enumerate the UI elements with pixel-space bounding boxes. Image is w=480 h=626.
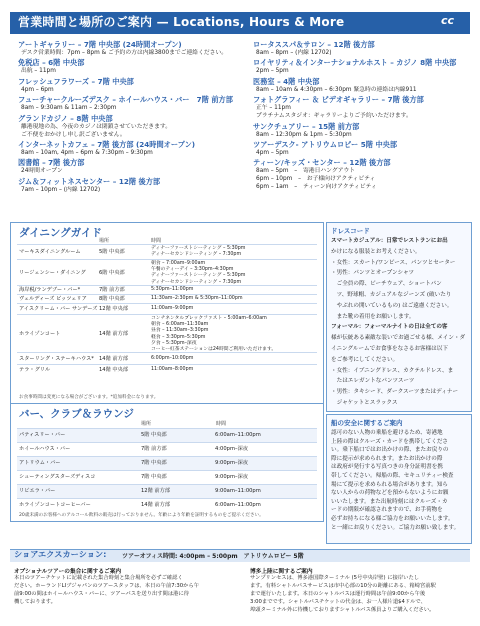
- safety-line: と一緒にお戻りください。ご協力お願い致します。: [331, 524, 460, 531]
- hours-location-name: フューチャークルーズデスク – ホイールハウス・バー 7階 前方部: [18, 95, 233, 105]
- dining-time-line: ディナーファーストシーティング – 5:30pm: [151, 273, 246, 279]
- dress-code-line: ・男性：パンツとオープンシャツ: [331, 270, 415, 277]
- dining-time-line: 夕食 – 5:30pm–深夜: [151, 340, 197, 346]
- hours-location-name: ツアーデスク- アトリウムロビー 5階 中央部: [253, 139, 398, 149]
- safety-title: 船の安全に関するご案内: [331, 419, 403, 427]
- safety-line: 上陸の際はクルーズ・カードを携帯してくださ: [331, 438, 449, 445]
- dining-row: [17, 259, 317, 286]
- hours-entry: [18, 95, 253, 112]
- hours-location-name: ロイヤリティ＆インターナショナルホスト – カジノ 8階 中央部: [253, 58, 457, 68]
- hours-location-name: サンクチュアリー – 15階 前方部: [253, 121, 360, 131]
- dress-code-line: また靴の着用をお願いします。: [331, 313, 415, 320]
- hakata-line: まで運行いたします。本日のシャトルバスは運行時間は午前9:00から午後: [250, 591, 426, 597]
- dining-time-line: 11:30am–2:30pm & 5:30pm–11:00pm: [151, 296, 243, 301]
- dining-venue-place: 5階 中央部: [99, 249, 125, 255]
- bar-venue-place: 12階 前方部: [141, 488, 170, 494]
- dining-time-line: 午餐のティーデイ – 3:30pm–4:30pm: [151, 267, 234, 273]
- dining-venue-place: 8階 中央部: [99, 296, 125, 302]
- hours-detail: 24時間オープン: [21, 168, 63, 175]
- dress-code-body: [331, 236, 471, 409]
- hours-location-name: グランドカジノ – 8階 中央部: [18, 113, 113, 123]
- hours-detail: 8am – 9:30am & 11am – 2:30pm: [21, 105, 117, 112]
- hours-location-name: フォトグラフィー ＆ ビデオギャラリー – 7階 後方部: [253, 95, 424, 105]
- bar-venue-time: 4:00pm–深夜: [215, 446, 248, 452]
- hakata-line: サンプリンセスは、博多港国際ターミナル (5号中央岸壁) に接岸いたし: [250, 575, 420, 581]
- hours-detail: デスク営業時間：7pm – 8pm & ご予約の方は内線3800までご連絡ください。: [21, 50, 228, 56]
- dining-guide-section: [10, 222, 324, 404]
- hours-location-name: アートギャラリー – 7階 中央部 (24時間オープン): [18, 40, 182, 49]
- bar-venue-time: 9:00pm–深夜: [215, 460, 248, 466]
- bars-col-time-header: 時間: [216, 421, 227, 427]
- excursion-subtitle: ツアーオフィス時間: 4:00pm – 5:00pm アトリウムロビー 5階: [122, 553, 304, 560]
- hours-location-name: ロータススパ＆サロン – 12階 後方部: [253, 40, 375, 49]
- hakata-line: 埠頭ターミナル外に待機しておりますシャトルバス係員よりご購入ください。: [250, 607, 435, 613]
- dining-times: [151, 367, 193, 373]
- safety-line: 認可のない人物の乗船を避けるため、寄港地: [331, 430, 443, 436]
- dining-row: [17, 244, 317, 260]
- hours-entry: [253, 58, 473, 75]
- dining-venue-place: 14階 中央部: [99, 367, 128, 373]
- dining-time-line: ディナーファーストシーティング – 5:30pm: [151, 246, 246, 251]
- dining-time-line: 軽食 – 3:30pm–5:30pm: [151, 334, 206, 340]
- dining-footnote: お食事時間は変更になる場合がございます。*追加料金になります。: [19, 395, 159, 400]
- dining-venue-name: 海岸税/ランデブー・バー*: [19, 287, 81, 293]
- bar-venue-name: パティスリー・バー: [19, 432, 66, 438]
- tour-meeting-line: 機しております。: [14, 599, 56, 605]
- bars-footnote: 20歳未満のお客様へのアルコール飲料の販売は行っておりません。年齢により年齢を証明するものをご提示ください。: [19, 513, 264, 518]
- hours-detail: 離港現地の為、今夜のカジノは閉鎖させていただきます。: [21, 123, 172, 130]
- hours-location-name: フレッシュフラワーズ – 7階 中央部: [18, 76, 134, 86]
- hours-entry: [18, 40, 253, 57]
- bar-venue-name: シューティングスターズディスコ: [19, 474, 96, 480]
- bar-venue-time: 9:00am–11:00pm: [215, 488, 261, 494]
- hours-detail: 8am – 10am & 4:30pm – 6:30pm 緊急時の連絡は内線911: [256, 86, 417, 93]
- hours-entry: [18, 177, 253, 194]
- dress-code-line: ・女性：イブニングドレス、カクテルドレス、ま: [331, 367, 454, 374]
- safety-line: 必ずお持ちになる様ご協力をお願いいたします。: [331, 515, 454, 522]
- hours-detail: 6pm – 1am – ティーン向けアクティビティ: [256, 184, 377, 191]
- hours-entry: [253, 158, 473, 191]
- bar-row: [17, 470, 317, 485]
- bar-venue-time: 9:00pm–深夜: [215, 474, 248, 480]
- tour-meeting-line: ださい。ホーランドLIブジャパンのツアースタッフは、本日の午前7:30から午: [14, 583, 200, 589]
- hours-detail: 4pm – 6pm: [21, 86, 54, 93]
- hours-location-name: ジム＆フィットネスセンター – 12階 後方部: [18, 176, 161, 186]
- hours-entry: [253, 122, 473, 139]
- hours-detail: プラチナムスタジオ：ギャラリーよりご予約いただけます。: [256, 113, 412, 120]
- dining-venue-place: 7階 前方部: [99, 287, 125, 293]
- dress-code-line: 様が伝統ある素敵な装いでお過ごせる様、メイン・ダ: [331, 335, 466, 342]
- hours-entry: [253, 140, 473, 157]
- dining-venue-name: リージェンシー・ダイニング: [19, 269, 86, 276]
- bars-title: バー、クラブ＆ラウンジ: [19, 408, 134, 420]
- dining-time-line: ディナーセカンドシーティング – 7:30pm: [151, 252, 242, 258]
- dining-times: [151, 296, 243, 302]
- dress-code-line: やぶれの開いているもの) はご遠慮ください。: [331, 302, 453, 309]
- dining-venue-place: 12階 中央部: [99, 306, 128, 312]
- bar-row: [17, 456, 317, 471]
- safety-line: 際に提示が求められます。またお出かけの際: [331, 455, 443, 462]
- bar-venue-time: 6:00am–11:00pm: [215, 502, 261, 508]
- dining-venue-place: 14階 前方部: [99, 330, 128, 337]
- dining-times: [151, 306, 193, 312]
- hours-left-column: [18, 40, 253, 195]
- dining-venue-name: アイスクリーム・バー サンデーズ: [19, 306, 98, 312]
- bar-venue-name: ホライゾンコートコーヒーバー: [19, 502, 91, 508]
- bar-row: [17, 484, 317, 499]
- dining-col-place-header: 場所: [99, 238, 110, 244]
- dress-code-line: をご参考にしてください。: [331, 356, 399, 363]
- dining-time-line: コーヒー紅茶ステーションは24時間ご利用いただけます。: [151, 347, 277, 353]
- dining-time-line: 11:00am–9:00pm: [151, 306, 194, 311]
- dining-row: [17, 314, 317, 353]
- hours-location-name: ティーン/キッズ・センター – 12階 後方部: [253, 158, 391, 168]
- safety-line: は政府が発行する写真つきの身分証明書を携: [331, 464, 443, 471]
- hours-entry: [18, 114, 253, 139]
- bar-row: [17, 442, 317, 457]
- bar-venue-place: 7階 中央部: [141, 460, 167, 466]
- page-title: 営業時間と場所のご案内 — Locations, Hours & More: [18, 15, 345, 29]
- dress-code-line: スマートカジュアル：日常でレストランにお出: [331, 238, 448, 244]
- dining-time-line: ディナーセカンドシーティング – 7:30pm: [151, 279, 242, 285]
- dress-code-line: イニングルームでお食事をなさるお客様は以下: [331, 345, 448, 352]
- dress-code-line: たはエレガントなパンツスーツ: [331, 378, 415, 385]
- bar-venue-place: 14階 前方部: [141, 502, 170, 508]
- hours-entry: [18, 58, 253, 75]
- safety-line: ない人からの荷物などを預からないようにお願: [331, 490, 449, 497]
- tour-meeting-heading: オプショナルツアーの集合に関するご案内: [14, 569, 122, 575]
- dining-time-line: 昼食 – 11:30am–3:30pm: [151, 328, 209, 334]
- dining-table: [17, 244, 317, 394]
- dining-times: [151, 287, 193, 293]
- dress-code-line: フォーマル：フォーマルナイトの日は全ての客: [331, 324, 448, 331]
- tour-meeting-body: [14, 574, 246, 606]
- dining-time-line: 朝食 – 6:00am–11:30am: [151, 322, 209, 328]
- dining-time-line: 5:30pm–11:00pm: [151, 287, 194, 292]
- dining-venue-place: 14階 前方部: [99, 355, 128, 362]
- hours-detail: 7am – 10pm – (内線 12702): [21, 186, 101, 193]
- bars-table: [17, 428, 317, 512]
- dining-time-line: 朝食 – 7:00am–9:00am: [151, 261, 206, 266]
- excursion-title: ショアエクスカーション:: [14, 549, 107, 559]
- bar-venue-name: アトリウム・バー: [19, 460, 61, 466]
- dining-times: [151, 356, 193, 362]
- hours-detail: 8am – 8pm – (内線 12702): [256, 50, 332, 56]
- dress-code-title: ドレスコード: [331, 227, 370, 235]
- hours-location-name: インターネットカフェ – 7階 後方部 (24時間オープン): [18, 139, 196, 149]
- hours-entry: [18, 158, 253, 175]
- safety-line: いいたします。また出航時刻にはクルーズ・カ: [331, 498, 448, 505]
- hakata-heading: 博多上陸に関するご案内: [250, 569, 313, 575]
- dress-code-line: ご全員の際、ビーチウェア、ショートパン: [331, 281, 442, 288]
- bar-venue-time: 6:00am–11:00pm: [215, 432, 261, 438]
- hours-entry: [253, 77, 473, 94]
- dining-row: [17, 364, 317, 376]
- dress-code-line: ツ、野球帽、カジュアルなジーンズ (破いたり: [331, 291, 452, 298]
- hours-detail: 出航 – 11pm: [21, 68, 56, 75]
- dining-col-time-header: 時間: [151, 238, 162, 244]
- bar-venue-place: 7階 中央部: [141, 474, 167, 480]
- hours-location-name: 免税店 – 6階 中央部: [18, 58, 85, 68]
- bar-venue-place: 5階 中央部: [141, 432, 167, 438]
- hours-entry: [253, 40, 473, 57]
- dress-code-line: ・男性：タキシード、ダークスーツまたはディナー: [331, 389, 459, 396]
- hours-detail: 正午 – 11pm: [256, 105, 291, 112]
- hours-location-name: 図書館 – 7階 後方部: [18, 158, 85, 168]
- hours-detail: 8am – 5pm – 寄港日ハングアウト: [256, 168, 356, 175]
- hakata-line: ます。有料シャトルバスサービスは市中心部の10分の距離にある、箱崎宮前駅: [250, 583, 436, 589]
- bars-section: [10, 403, 324, 522]
- bar-row: [17, 498, 317, 513]
- bars-col-place-header: 場所: [141, 421, 152, 427]
- hours-detail: 2pm – 5pm: [256, 68, 289, 75]
- dress-code-line: かけになる服装とお考えください。: [331, 248, 421, 255]
- safety-line: 場にて提示を求められる場合があります。知ら: [331, 481, 449, 488]
- hakata-body: [250, 574, 472, 614]
- bar-venue-place: 7階 前方部: [141, 446, 167, 452]
- safety-line: い。乗下船口ではお出かけの際、またお戻りの: [331, 447, 449, 454]
- dress-code-line: ・女性：スカート/ワンピース、パンツとセーター: [331, 259, 456, 266]
- hours-location-name: 医務室 – 4階 中央部: [253, 76, 320, 86]
- safety-line: ードの期限が確認されますので、お手荷物を: [331, 507, 443, 514]
- safety-line: 帯してください。帰船の際、セキュリティー検査: [331, 472, 454, 479]
- tour-meeting-line: 本日のツアーチケットに記載された集合時刻と集合場所を必ずご確認く: [14, 575, 183, 581]
- hours-entry: [18, 140, 253, 157]
- tour-meeting-line: 前9:00の間はホイールハウス・バーに、ツアーバスを送り出す間は港に待: [14, 591, 190, 597]
- hours-entry: [253, 95, 473, 120]
- hours-detail: 8am – 12:30pm & 1pm – 5:30pm: [256, 131, 352, 138]
- dining-time-line: 6:00pm–10:00pm: [151, 355, 194, 361]
- bar-venue-name: ホイールハウス・バー: [19, 446, 71, 452]
- dining-venue-name: スターリング・ステーキハウス*: [19, 355, 94, 362]
- bar-venue-name: リビエラ・バー: [19, 488, 56, 494]
- dining-venue-name: マーキスダイニングルーム: [19, 249, 81, 255]
- hours-entry: [18, 77, 253, 94]
- bar-row: [17, 428, 317, 443]
- dining-time-line: 11:00am–8:00pm: [151, 367, 194, 372]
- dress-code-line: ジャケットとスラックス: [331, 399, 398, 406]
- hours-detail: 8am – 10am, 4pm – 6pm & 7:30pm – 9:30pm: [21, 149, 153, 156]
- dining-venue-name: ヴェルディーズ ピッツェリア: [19, 296, 87, 302]
- dining-venue-place: 6階 中央部: [99, 269, 125, 276]
- dress-code-panel: [326, 222, 472, 412]
- dining-times: [151, 316, 276, 353]
- hakata-line: 3:00までです。シャトルバスチケットの代金は、お一人様片道$4ドルで、: [250, 599, 426, 605]
- dining-times: [151, 261, 245, 286]
- hours-right-column: [253, 40, 473, 193]
- hours-detail: 4pm – 5pm: [256, 149, 289, 156]
- hours-detail: ご不便をおかけし申し訳ございません。: [21, 131, 126, 138]
- dining-venue-name: テラ・グリル: [19, 367, 51, 373]
- safety-panel: [326, 414, 472, 544]
- cruise-logo-icon: cc: [441, 14, 455, 27]
- hours-detail: 6pm – 10pm – お子様向けアクティビティ: [256, 176, 376, 183]
- dining-guide-title: ダイニングガイド: [19, 227, 102, 239]
- safety-body: [331, 429, 471, 532]
- dining-time-line: コンチネンタルブレックファスト – 5:00am–6:00am: [151, 316, 267, 321]
- dining-venue-name: ホライゾンコート: [19, 330, 61, 337]
- dining-times: [151, 246, 245, 258]
